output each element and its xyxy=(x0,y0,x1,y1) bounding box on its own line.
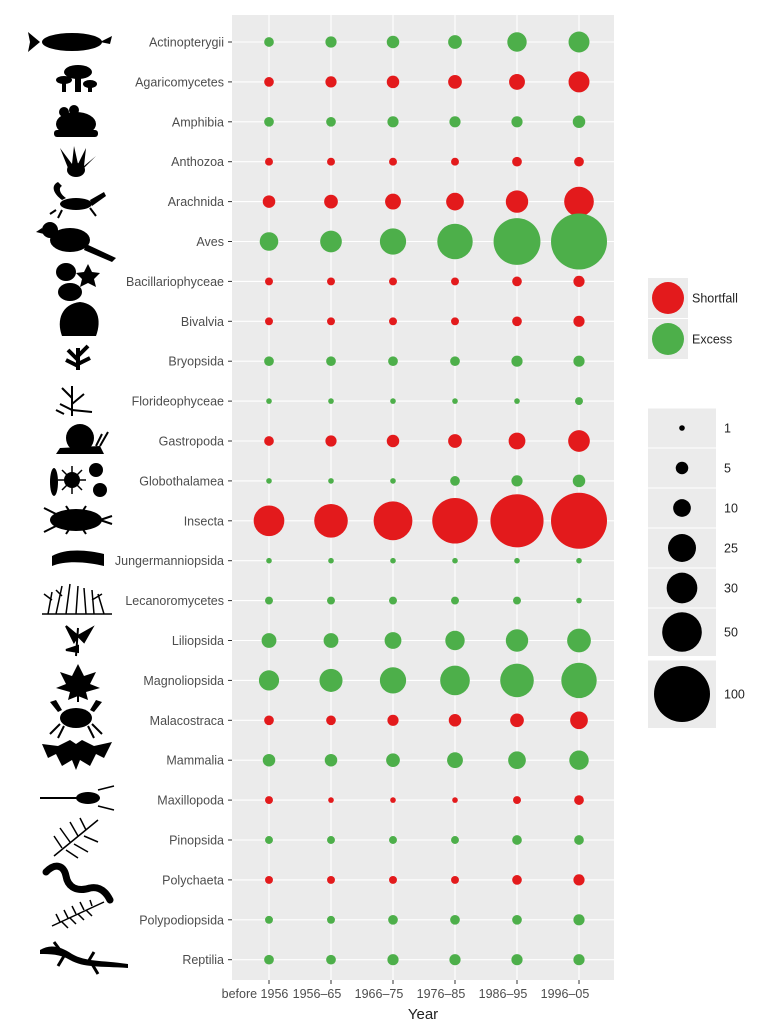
data-point xyxy=(328,478,334,484)
data-point xyxy=(451,277,459,285)
data-point xyxy=(512,875,522,885)
data-point xyxy=(260,232,279,251)
lizard-icon xyxy=(40,942,128,974)
data-point xyxy=(512,157,522,167)
legend-size-label: 1 xyxy=(724,421,731,436)
data-point xyxy=(390,797,396,803)
data-point xyxy=(387,715,398,726)
category-label: Pinopsida xyxy=(169,833,224,848)
legend-label: Shortfall xyxy=(692,291,738,306)
data-point xyxy=(388,915,398,925)
legend-size-key xyxy=(673,499,691,517)
data-point xyxy=(328,398,334,404)
data-point xyxy=(386,753,400,767)
data-point xyxy=(325,435,336,446)
data-point xyxy=(508,751,526,769)
category-label: Maxillopoda xyxy=(157,793,224,808)
fern-icon xyxy=(52,900,104,928)
category-label: Bacillariophyceae xyxy=(126,274,224,289)
data-point xyxy=(512,316,522,326)
data-point xyxy=(451,597,459,605)
data-point xyxy=(320,231,342,253)
legend-size-key xyxy=(668,534,696,562)
pine-branch-icon xyxy=(54,818,98,858)
x-tick-label: 1976–85 xyxy=(416,987,466,1001)
liverwort-icon xyxy=(52,551,104,567)
data-point xyxy=(264,356,274,366)
taxon-silhouettes xyxy=(28,32,128,974)
data-point xyxy=(437,224,472,259)
data-point xyxy=(573,316,584,327)
data-point xyxy=(568,430,590,452)
data-point xyxy=(573,475,586,488)
category-label: Agaricomycetes xyxy=(135,75,224,90)
fish-icon xyxy=(28,32,112,52)
data-point xyxy=(569,71,590,92)
category-label: Bryopsida xyxy=(168,354,224,369)
data-point xyxy=(319,669,342,692)
data-point xyxy=(266,558,272,564)
data-point xyxy=(389,158,397,166)
data-point xyxy=(440,666,470,696)
data-point xyxy=(449,714,462,727)
coral-icon xyxy=(60,146,96,177)
data-point xyxy=(511,954,522,965)
data-point xyxy=(327,158,335,166)
beetle-icon xyxy=(44,506,112,534)
data-point xyxy=(450,476,460,486)
category-label: Reptilia xyxy=(182,953,224,968)
data-point xyxy=(452,558,458,564)
data-point xyxy=(573,954,584,965)
category-label: Florideophyceae xyxy=(131,394,224,409)
category-label: Jungermanniopsida xyxy=(114,554,224,569)
legend-color-key xyxy=(652,323,684,355)
data-point xyxy=(327,277,335,285)
data-point xyxy=(264,77,274,87)
data-point xyxy=(385,632,402,649)
snail-icon xyxy=(56,424,108,454)
frog-icon xyxy=(54,105,98,137)
data-point xyxy=(264,955,274,965)
seaweed-icon xyxy=(56,386,92,416)
foraminifera-icon xyxy=(50,463,107,497)
legend-size-label: 5 xyxy=(724,461,731,476)
data-point xyxy=(451,876,459,884)
lichen-icon xyxy=(42,584,112,614)
category-label: Bivalvia xyxy=(180,314,224,329)
data-point xyxy=(573,356,584,367)
data-point xyxy=(448,75,462,89)
bat-icon xyxy=(42,740,112,770)
x-tick-label: before 1956 xyxy=(221,987,289,1001)
data-point xyxy=(265,836,273,844)
data-point xyxy=(500,664,534,698)
data-point xyxy=(494,218,541,265)
data-point xyxy=(324,633,339,648)
data-point xyxy=(389,836,397,844)
data-point xyxy=(390,478,396,484)
legend-size-key xyxy=(667,573,698,604)
data-point xyxy=(326,715,336,725)
data-point xyxy=(450,356,460,366)
data-point xyxy=(390,558,396,564)
category-label: Polypodiopsida xyxy=(139,913,224,928)
data-point xyxy=(328,797,334,803)
data-point xyxy=(265,876,273,884)
data-point xyxy=(511,116,522,127)
data-point xyxy=(512,915,522,925)
data-point xyxy=(263,195,276,208)
data-point xyxy=(506,629,528,651)
legend-size-label: 25 xyxy=(724,541,738,556)
data-point xyxy=(265,916,273,924)
data-point xyxy=(326,356,336,366)
data-point xyxy=(380,228,406,254)
data-point xyxy=(512,835,522,845)
data-point xyxy=(567,629,591,653)
data-point xyxy=(452,398,458,404)
data-point xyxy=(447,752,463,768)
legend-size-label: 30 xyxy=(724,581,738,596)
legend-size-key xyxy=(679,425,685,431)
diatom-icon xyxy=(56,263,100,301)
data-point xyxy=(328,558,334,564)
data-point xyxy=(314,504,348,538)
data-point xyxy=(264,117,274,127)
data-point xyxy=(449,954,460,965)
color-legend xyxy=(648,278,738,359)
data-point xyxy=(380,667,406,693)
copepod-icon xyxy=(40,786,114,810)
data-point xyxy=(449,116,460,127)
data-point xyxy=(451,158,459,166)
x-tick-label: 1966–75 xyxy=(354,987,404,1001)
data-point xyxy=(509,74,525,90)
data-point xyxy=(324,195,338,209)
category-label: Anthozoa xyxy=(171,155,224,170)
x-axis-title: Year xyxy=(407,1006,439,1023)
data-point xyxy=(388,356,398,366)
data-point xyxy=(389,317,397,325)
data-point xyxy=(263,754,276,767)
scorpion-icon xyxy=(50,182,106,218)
x-tick-label: 1996–05 xyxy=(540,987,590,1001)
data-point xyxy=(432,498,478,544)
x-axis-ticks xyxy=(222,980,590,1001)
data-point xyxy=(576,558,582,564)
data-point xyxy=(564,187,594,217)
data-point xyxy=(265,277,273,285)
data-point xyxy=(570,711,588,729)
data-point xyxy=(266,478,272,484)
moss-icon xyxy=(66,346,90,370)
data-point xyxy=(265,597,273,605)
data-point xyxy=(574,835,584,845)
data-point xyxy=(576,598,582,604)
data-point xyxy=(389,597,397,605)
data-point xyxy=(573,116,586,129)
data-point xyxy=(490,494,543,547)
data-point xyxy=(266,398,272,404)
data-point xyxy=(450,915,460,925)
category-label: Aves xyxy=(196,235,224,249)
category-label: Globothalamea xyxy=(139,474,224,489)
legend-size-key xyxy=(662,612,702,652)
data-point xyxy=(445,631,464,650)
category-label: Amphibia xyxy=(171,115,224,130)
data-point xyxy=(446,193,464,211)
data-point xyxy=(326,117,336,127)
legend-label: Excess xyxy=(692,332,733,347)
mushroom-icon xyxy=(56,65,97,92)
data-point xyxy=(551,493,607,549)
data-point xyxy=(573,914,584,925)
data-point xyxy=(327,317,335,325)
maple-leaf-icon xyxy=(56,664,100,702)
x-tick-label: 1956–65 xyxy=(292,987,342,1001)
data-point xyxy=(325,754,338,767)
data-point xyxy=(506,190,528,212)
data-point xyxy=(389,876,397,884)
data-point xyxy=(259,670,279,690)
data-point xyxy=(264,436,274,446)
data-point xyxy=(265,796,273,804)
data-point xyxy=(451,317,459,325)
worm-icon xyxy=(46,866,110,900)
legend-size-key xyxy=(676,462,689,475)
bird-icon xyxy=(36,222,116,262)
data-point xyxy=(262,633,277,648)
data-point xyxy=(327,916,335,924)
data-point xyxy=(573,874,584,885)
category-label: Arachnida xyxy=(167,195,224,210)
data-point xyxy=(561,663,596,698)
data-point xyxy=(513,796,521,804)
data-point xyxy=(513,597,521,605)
data-point xyxy=(512,277,522,287)
data-point xyxy=(327,597,335,605)
data-point xyxy=(387,954,398,965)
data-point xyxy=(387,435,400,448)
data-point xyxy=(574,157,584,167)
data-point xyxy=(265,317,273,325)
legend-color-key xyxy=(652,282,684,314)
data-point xyxy=(327,836,335,844)
data-point xyxy=(514,398,520,404)
data-point xyxy=(452,797,458,803)
data-point xyxy=(509,433,526,450)
category-label: Mammalia xyxy=(166,753,224,768)
category-label: Liliopsida xyxy=(171,634,224,648)
data-point xyxy=(390,398,396,404)
category-label: Insecta xyxy=(183,514,224,529)
data-point xyxy=(387,116,398,127)
data-point xyxy=(573,276,584,287)
crab-icon xyxy=(50,700,102,738)
data-point xyxy=(387,36,400,49)
data-point xyxy=(326,955,336,965)
data-point xyxy=(551,214,607,270)
data-point xyxy=(574,795,584,805)
x-tick-label: 1986–95 xyxy=(478,987,528,1001)
data-point xyxy=(325,36,336,47)
data-point xyxy=(514,558,520,564)
data-point xyxy=(510,713,524,727)
data-point xyxy=(325,76,336,87)
category-label: Lecanoromycetes xyxy=(125,594,224,609)
data-point xyxy=(507,32,526,51)
data-point xyxy=(448,35,462,49)
data-point xyxy=(264,715,274,725)
category-label: Actinopterygii xyxy=(148,35,224,50)
data-point xyxy=(387,76,400,89)
category-label: Magnoliopsida xyxy=(143,673,224,688)
lily-icon xyxy=(66,626,92,656)
data-point xyxy=(569,751,588,770)
legend-size-label: 100 xyxy=(724,687,745,702)
data-point xyxy=(264,37,274,47)
category-label: Polychaeta xyxy=(162,873,224,888)
data-point xyxy=(254,505,285,536)
legend-size-label: 50 xyxy=(724,625,738,640)
data-point xyxy=(327,876,335,884)
data-point xyxy=(511,356,522,367)
data-point xyxy=(265,158,273,166)
data-point xyxy=(448,434,462,448)
data-point xyxy=(511,475,522,486)
size-legend xyxy=(648,408,745,728)
category-labels xyxy=(115,36,232,968)
category-label: Gastropoda xyxy=(158,434,224,449)
data-point xyxy=(385,194,401,210)
data-point xyxy=(569,32,590,53)
legend-size-key xyxy=(654,666,710,722)
clam-icon xyxy=(60,302,99,336)
category-label: Malacostraca xyxy=(149,713,224,728)
data-point xyxy=(389,277,397,285)
data-point xyxy=(374,501,413,540)
plot-panel xyxy=(232,15,614,980)
data-point xyxy=(575,397,583,405)
data-point xyxy=(451,836,459,844)
legend-size-label: 10 xyxy=(724,501,738,516)
